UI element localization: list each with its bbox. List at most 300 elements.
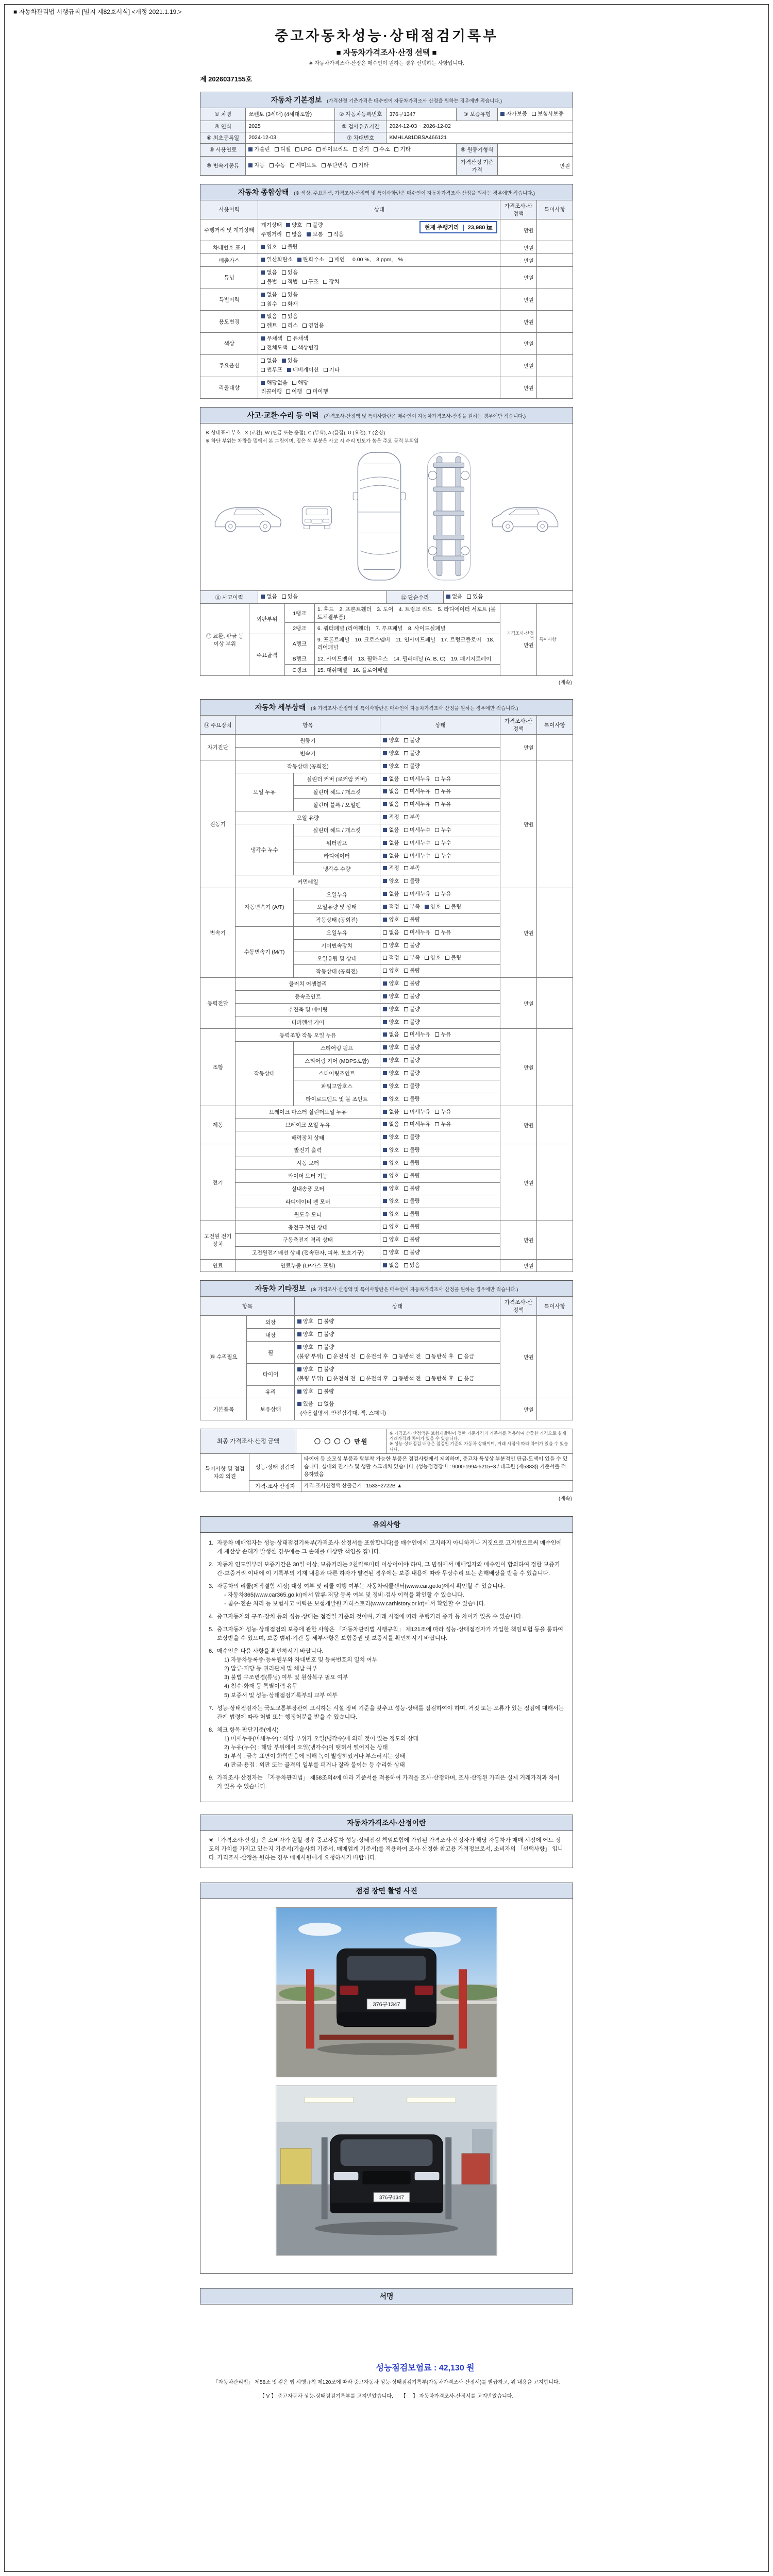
notice-sub-item: 3) 부식 : 금속 표면이 화학반응에 의해 녹이 발생하였거나 부스러지는 상태	[224, 1753, 406, 1759]
status-line	[261, 243, 497, 252]
checkbox-label: 양호	[266, 244, 277, 250]
checkbox-양호[interactable]	[383, 992, 399, 1002]
checkbox-label: 불량	[409, 968, 421, 974]
final-price-label: 최종 가격조사·산정 금액	[200, 1429, 296, 1454]
checkbox-있음[interactable]	[282, 357, 298, 366]
checkbox-누유[interactable]	[435, 1120, 451, 1129]
checkbox-불량[interactable]	[318, 1365, 334, 1375]
remarks-cell	[536, 254, 573, 267]
etc-item-label: 내장	[247, 1329, 294, 1342]
status-cell	[258, 354, 500, 377]
status-line	[297, 1387, 498, 1397]
checkbox-불량[interactable]	[404, 762, 420, 771]
checkbox-응급[interactable]	[458, 1352, 474, 1362]
checkbox-침수[interactable]	[261, 300, 277, 309]
etc-header-row	[200, 1297, 573, 1316]
status-cell	[380, 1055, 500, 1067]
checkbox-있음[interactable]	[297, 1400, 313, 1409]
checkbox-양호[interactable]	[383, 762, 399, 771]
checkbox-없음[interactable]	[261, 268, 277, 278]
checkbox-없음[interactable]	[383, 1030, 399, 1040]
checkbox-자동[interactable]	[248, 161, 264, 171]
remarks-cell	[536, 241, 573, 254]
checkbox-box	[297, 1367, 301, 1371]
notice-number: 4.	[209, 1614, 214, 1620]
checkbox-미세누수[interactable]	[404, 839, 431, 848]
checkbox-양호[interactable]	[261, 243, 277, 252]
checkbox-양호[interactable]	[425, 903, 441, 912]
checkbox-운전석 전[interactable]	[327, 1375, 356, 1384]
checkbox-box	[360, 1377, 364, 1381]
checkbox-box	[435, 777, 439, 781]
status-cell	[380, 1259, 500, 1272]
checkbox-box	[282, 280, 286, 284]
checkbox-없음[interactable]	[383, 1108, 399, 1117]
checkbox-자가보증[interactable]	[500, 110, 527, 119]
checkbox-해당[interactable]	[292, 379, 308, 388]
checkbox-불량[interactable]	[445, 954, 461, 963]
checkbox-불법[interactable]	[261, 278, 277, 287]
checkbox-양호[interactable]	[383, 967, 399, 976]
checkbox-box	[360, 1354, 364, 1359]
checkbox-양호[interactable]	[383, 736, 399, 745]
checkbox-불량[interactable]	[404, 1172, 420, 1181]
checkbox-불량[interactable]	[307, 221, 323, 230]
checkbox-가솔린[interactable]	[248, 145, 270, 155]
document-number: 제 2026037155호	[200, 75, 253, 83]
warranty-value	[498, 108, 573, 121]
checkbox-적정[interactable]	[383, 813, 399, 822]
status-cell	[380, 1042, 500, 1055]
checkbox-렌트[interactable]	[261, 321, 277, 331]
checkbox-box	[404, 1263, 408, 1267]
device-group-label: 자기진단	[200, 735, 236, 760]
status-line	[383, 954, 497, 963]
checkbox-불량[interactable]	[404, 1184, 420, 1194]
checkbox-불량[interactable]	[404, 1095, 420, 1104]
status-cell	[380, 1093, 500, 1106]
checkbox-label: 응급	[464, 1375, 475, 1382]
checkbox-수동[interactable]	[270, 161, 285, 171]
checkbox-LPG[interactable]	[295, 145, 312, 155]
checkbox-label: 적법	[287, 278, 298, 285]
detail-row	[200, 1029, 573, 1042]
status-cell	[258, 267, 500, 289]
checkbox-이행[interactable]	[286, 387, 302, 397]
checkbox-미세누유[interactable]	[404, 775, 431, 784]
checkbox-없음[interactable]	[383, 1261, 399, 1270]
usage-label: 차대번호 표기	[200, 241, 258, 254]
checkbox-label: 미세누유	[409, 891, 431, 897]
checkbox-box	[435, 892, 439, 896]
checkbox-누유[interactable]	[435, 890, 451, 899]
final-price-note2: ※ 성능·상태점검 내용은 점검일 기준의 자동차 상태이며, 거래 시점에 따라 차이가 있을 수 있습니다.	[389, 1441, 568, 1452]
checkbox-label: 응급	[464, 1353, 475, 1360]
checkbox-있음[interactable]	[282, 312, 298, 321]
car-front-diagram	[295, 494, 339, 538]
checkbox-불량[interactable]	[318, 1387, 334, 1397]
checkbox-불량[interactable]	[404, 1082, 420, 1091]
checkbox-전기[interactable]	[353, 145, 369, 155]
checkbox-하이브리드[interactable]	[316, 145, 348, 155]
checkbox-불량[interactable]	[404, 1210, 420, 1219]
checkbox-불량[interactable]	[404, 1146, 420, 1155]
checkbox-양호[interactable]	[297, 1387, 313, 1397]
checkbox-label: 양호	[389, 916, 399, 923]
signature-space[interactable]	[200, 2304, 573, 2348]
price-cell	[500, 604, 536, 676]
checkbox-양호[interactable]	[383, 1069, 399, 1078]
checkbox-box	[404, 1174, 408, 1178]
checkbox-색상변경[interactable]	[292, 344, 319, 353]
checkbox-label: 영업용	[308, 323, 324, 329]
checkbox-불량[interactable]	[404, 1223, 420, 1232]
status-cell	[380, 1233, 500, 1246]
checkbox-일산화탄소[interactable]	[261, 256, 293, 265]
checkbox-양호[interactable]	[383, 979, 399, 989]
checkbox-label: 없음	[389, 801, 399, 808]
checkbox-적정[interactable]	[383, 954, 399, 963]
checkbox-없음[interactable]	[261, 291, 277, 300]
checkbox-기타[interactable]	[394, 145, 410, 155]
checkbox-불량[interactable]	[404, 1159, 420, 1168]
checkbox-있음[interactable]	[467, 592, 483, 602]
checkbox-box	[318, 1389, 322, 1394]
checkbox-box	[261, 270, 265, 275]
remarks-cell	[536, 1029, 573, 1106]
section-basic-title: 자동차 기본정보	[271, 96, 322, 104]
checkbox-불량[interactable]	[404, 1069, 420, 1078]
checkbox-양호[interactable]	[383, 1095, 399, 1104]
checkbox-미세누유[interactable]	[404, 1120, 431, 1129]
checkbox-양호[interactable]	[383, 1248, 399, 1258]
section-etc	[200, 1280, 573, 1420]
checkbox-양호[interactable]	[383, 1235, 399, 1245]
checkbox-불량[interactable]	[318, 1343, 334, 1352]
checkbox-없음[interactable]	[261, 592, 277, 602]
checkbox-label: 기타	[329, 366, 340, 373]
checkbox-없음[interactable]	[446, 592, 462, 602]
checkbox-썬루프[interactable]	[261, 366, 282, 375]
checkbox-label: 양호	[389, 1095, 399, 1102]
price-unit: 만원	[524, 643, 534, 649]
checkbox-적정[interactable]	[383, 864, 399, 873]
price-cell: 만원	[500, 1316, 536, 1398]
notice-text: 성능·상태점검자는 국토교통부장관이 고시하는 시설·장비 기준을 갖추고 성능·상태를 점검하여야 하며, 거짓 또는 오류가 있는 점검에 대해서는 관계 법령에 따라 처벌 또는 행정처분을 받을 수 있습니다.	[217, 1705, 564, 1720]
detail-row	[200, 888, 573, 901]
status-line	[261, 366, 497, 375]
checkbox-누수[interactable]	[435, 826, 451, 835]
continued-marker: (계속)	[559, 680, 572, 686]
checkbox-label: 불량	[312, 222, 323, 228]
status-line	[297, 1365, 498, 1375]
checkbox-불량[interactable]	[404, 979, 420, 989]
checkbox-있음[interactable]	[282, 268, 298, 278]
checkbox-box	[327, 1377, 331, 1381]
col-price: 가격조사·산정액	[500, 716, 536, 735]
checkbox-탄화수소[interactable]	[297, 256, 324, 265]
checkbox-양호[interactable]	[383, 916, 399, 925]
checkbox-미세누유[interactable]	[404, 800, 431, 809]
checkbox-없음[interactable]	[383, 787, 399, 796]
checkbox-box	[404, 943, 408, 947]
checkbox-불량[interactable]	[318, 1317, 334, 1327]
checkbox-없음[interactable]	[383, 839, 399, 848]
rank-label: A랭크	[284, 634, 314, 653]
checkbox-동반석 전[interactable]	[393, 1375, 421, 1384]
checkbox-없음[interactable]	[383, 775, 399, 784]
checkbox-운전석 전[interactable]	[327, 1352, 356, 1362]
checkbox-미세누수[interactable]	[404, 826, 431, 835]
checkbox-없음[interactable]	[383, 800, 399, 809]
checkbox-없음[interactable]	[383, 1120, 399, 1129]
checkbox-불량[interactable]	[404, 1043, 420, 1053]
checkbox-영업용[interactable]	[303, 321, 324, 331]
checkbox-장치[interactable]	[323, 278, 339, 287]
checkbox-box	[404, 930, 408, 935]
checkbox-label: 불량	[409, 1224, 421, 1230]
checkbox-불량[interactable]	[404, 967, 420, 976]
checkbox-box	[404, 789, 408, 793]
checkbox-양호[interactable]	[286, 221, 302, 230]
price-cell: 만원	[500, 1144, 536, 1221]
checkbox-세미오토[interactable]	[290, 161, 317, 171]
checkbox-없음[interactable]	[261, 357, 277, 366]
checkbox-양호[interactable]	[383, 877, 399, 886]
checkbox-운전석 후[interactable]	[360, 1352, 389, 1362]
checkbox-양호[interactable]	[383, 1159, 399, 1168]
checkbox-label: 침수	[266, 300, 277, 307]
checkbox-미세누유[interactable]	[404, 1108, 431, 1117]
status-line	[383, 749, 497, 758]
checkbox-불량[interactable]	[404, 1133, 420, 1142]
checkbox-디젤[interactable]	[275, 145, 291, 155]
checkbox-운전석 후[interactable]	[360, 1375, 389, 1384]
notice-sub-item: 5) 보증서 및 성능·상태점검기록부의 교부 여부	[224, 1692, 338, 1699]
checkbox-동반석 전[interactable]	[393, 1352, 421, 1362]
current-mileage-label: 현재 주행거리	[424, 224, 459, 231]
checkbox-누유[interactable]	[435, 1030, 451, 1040]
checkbox-box	[404, 1020, 408, 1024]
status-cell	[380, 1106, 500, 1118]
status-line	[383, 787, 497, 796]
checkbox-불량[interactable]	[404, 1056, 420, 1065]
checkbox-양호[interactable]	[297, 1317, 313, 1327]
rank-label: 2랭크	[284, 623, 314, 634]
checkbox-양호[interactable]	[383, 1082, 399, 1091]
checkbox-양호[interactable]	[383, 1005, 399, 1014]
status-cell	[380, 1003, 500, 1016]
checkbox-불량[interactable]	[404, 736, 420, 745]
checkbox-해당없음[interactable]	[261, 379, 288, 388]
checkbox-label: 불량	[409, 1172, 421, 1179]
checkbox-불량[interactable]	[404, 1005, 420, 1014]
checkbox-무채색[interactable]	[261, 334, 282, 344]
checkbox-보험사보증[interactable]	[532, 110, 564, 119]
checkbox-네비게이션[interactable]	[287, 366, 319, 375]
checkbox-label: 양호	[389, 1236, 399, 1243]
status-line	[383, 928, 497, 938]
checkbox-불량[interactable]	[404, 1018, 420, 1027]
status-line	[261, 379, 497, 388]
item-label: 발전기 출력	[236, 1144, 380, 1157]
checkbox-label: 리스	[287, 323, 298, 329]
checkbox-양호[interactable]	[383, 1056, 399, 1065]
checkbox-양호[interactable]	[297, 1343, 313, 1352]
checkbox-유채색[interactable]	[287, 334, 308, 344]
checkbox-있음[interactable]	[404, 1261, 420, 1270]
checkbox-없음[interactable]	[318, 1400, 334, 1409]
checkbox-양호[interactable]	[297, 1365, 313, 1375]
checkbox-양호[interactable]	[383, 749, 399, 758]
checkbox-적음[interactable]	[328, 230, 344, 240]
checkbox-수소[interactable]	[374, 145, 390, 155]
checkbox-양호[interactable]	[383, 1197, 399, 1206]
checkbox-불량[interactable]	[404, 1197, 420, 1206]
detail-row	[200, 735, 573, 748]
col-status: 상태	[294, 1297, 500, 1316]
remarks-cell	[536, 267, 573, 289]
base-price-label: 가격산정 기준가격	[457, 156, 498, 175]
item-label: 동력조향 작동 오일 누유	[236, 1029, 380, 1042]
checkbox-미세누유[interactable]	[404, 890, 431, 899]
fuel-label: ⑧ 사용연료	[200, 143, 246, 156]
checkbox-양호[interactable]	[383, 1133, 399, 1142]
checkbox-구조[interactable]	[303, 278, 318, 287]
checkbox-label: 미세누수	[409, 852, 431, 859]
checkbox-전체도색[interactable]	[261, 344, 288, 353]
checkbox-label: 양호	[389, 1159, 399, 1166]
checkbox-label: 양호	[389, 1198, 399, 1205]
checkbox-불량[interactable]	[282, 243, 298, 252]
checkbox-label: 운전석 후	[365, 1353, 389, 1360]
checkbox-미세누유[interactable]	[404, 928, 431, 938]
price-cell: 만원	[500, 219, 536, 241]
checkbox-누유[interactable]	[435, 800, 451, 809]
checkbox-동반석 후[interactable]	[426, 1375, 454, 1384]
checkbox-누유[interactable]	[435, 775, 451, 784]
checkbox-부족[interactable]	[404, 813, 420, 822]
status-line	[297, 1343, 498, 1352]
checkbox-label: 양호	[303, 1331, 314, 1338]
checkbox-없음[interactable]	[383, 852, 399, 861]
checkbox-box	[383, 789, 387, 793]
checkbox-label: 운전석 전	[333, 1353, 356, 1360]
checkbox-없음[interactable]	[261, 312, 277, 321]
checkbox-label: 적음	[333, 231, 344, 238]
checkbox-화재[interactable]	[282, 300, 298, 309]
checkbox-불량[interactable]	[445, 903, 461, 912]
checkbox-적정[interactable]	[383, 903, 399, 912]
checkbox-불량[interactable]	[404, 1248, 420, 1258]
checkbox-양호[interactable]	[297, 1330, 313, 1340]
checkbox-매연[interactable]	[329, 256, 345, 265]
checkbox-누수[interactable]	[435, 852, 451, 861]
status-cell	[380, 1029, 500, 1042]
checkbox-양호[interactable]	[383, 1223, 399, 1232]
checkbox-무단변속[interactable]	[322, 161, 348, 171]
status-cell	[380, 978, 500, 991]
price-cell: 만원	[500, 1106, 536, 1144]
checkbox-양호[interactable]	[383, 1172, 399, 1181]
checkbox-부족[interactable]	[404, 864, 420, 873]
checkbox-적법[interactable]	[282, 278, 298, 287]
checkbox-누유[interactable]	[435, 928, 451, 938]
checkbox-양호[interactable]	[383, 1043, 399, 1053]
comp-row	[200, 254, 573, 267]
checkbox-불량[interactable]	[404, 1235, 420, 1245]
checkbox-없음[interactable]	[383, 826, 399, 835]
checkbox-양호[interactable]	[425, 954, 441, 963]
status-line	[383, 890, 497, 899]
notice-number: 5.	[209, 1626, 214, 1633]
checkbox-label: 양호	[389, 750, 399, 756]
status-line	[261, 300, 497, 309]
checkbox-누유[interactable]	[435, 787, 451, 796]
checkbox-box	[404, 1135, 408, 1139]
checkbox-누수[interactable]	[435, 839, 451, 848]
checkbox-불량[interactable]	[404, 877, 420, 886]
checkbox-미세누수[interactable]	[404, 852, 431, 861]
checkbox-보통[interactable]	[307, 230, 323, 240]
checkbox-box	[292, 381, 296, 385]
checkbox-미이행[interactable]	[307, 387, 328, 397]
checkbox-리스[interactable]	[282, 321, 298, 331]
status-line	[383, 1235, 497, 1245]
checkbox-label: 불량	[409, 750, 421, 756]
checkbox-box	[426, 1354, 430, 1359]
checkbox-불량[interactable]	[404, 941, 420, 951]
checkbox-불량[interactable]	[318, 1330, 334, 1340]
checkbox-양호[interactable]	[383, 1146, 399, 1155]
checkbox-부족[interactable]	[404, 954, 420, 963]
checkbox-양호[interactable]	[383, 1184, 399, 1194]
checkbox-box	[383, 1135, 387, 1139]
checkbox-기타[interactable]	[324, 366, 340, 375]
checkbox-있음[interactable]	[282, 291, 298, 300]
part-label: 오일누유	[293, 926, 380, 939]
section-accident-header	[200, 407, 573, 423]
item-label: 자동변속기 (A/T)	[236, 888, 293, 927]
price-cell: 만원	[500, 289, 536, 311]
opinion-row	[200, 1480, 573, 1492]
col-remarks: 특이사항	[536, 716, 573, 735]
checkbox-box	[404, 1084, 408, 1088]
checkbox-불량[interactable]	[404, 749, 420, 758]
checkbox-불량[interactable]	[404, 992, 420, 1002]
checkbox-응급[interactable]	[458, 1375, 474, 1384]
checkbox-양호[interactable]	[383, 1018, 399, 1027]
checkbox-없음[interactable]	[383, 890, 399, 899]
checkbox-box	[282, 245, 286, 249]
checkbox-label: 보험사보증	[537, 111, 564, 117]
checkbox-box	[383, 1238, 387, 1242]
checkbox-많음[interactable]	[286, 230, 302, 240]
notice-number: 7.	[209, 1705, 214, 1711]
checkbox-부족[interactable]	[404, 903, 420, 912]
checkbox-누유[interactable]	[435, 1108, 451, 1117]
checkbox-기타[interactable]	[352, 161, 368, 171]
checkbox-없음[interactable]	[383, 928, 399, 938]
checkbox-있음[interactable]	[282, 592, 298, 602]
checkbox-불량[interactable]	[404, 916, 420, 925]
checkbox-미세누유[interactable]	[404, 787, 431, 796]
checkbox-양호[interactable]	[383, 941, 399, 951]
part-label: 라디에이터	[293, 850, 380, 862]
checkbox-미세누유[interactable]	[404, 1030, 431, 1040]
checkbox-동반석 후[interactable]	[426, 1352, 454, 1362]
checkbox-양호[interactable]	[383, 1210, 399, 1219]
